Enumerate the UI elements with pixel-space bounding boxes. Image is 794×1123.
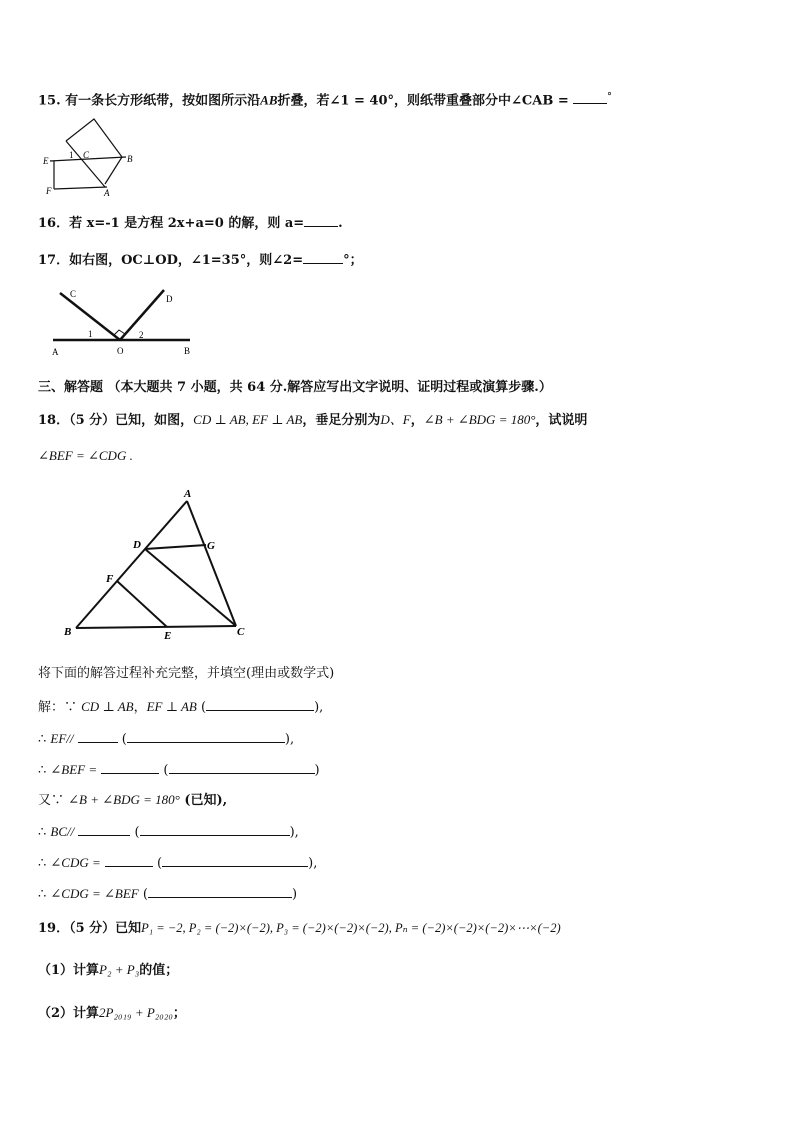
q18-text-f: ，试说明 (535, 413, 588, 428)
q19-sub2-a: （2）计算 (38, 1006, 100, 1021)
q15-label-c: C (83, 150, 90, 160)
q17-label-1: 1 (88, 329, 93, 339)
step2-math: EF// (50, 731, 74, 746)
q18-label-e: E (164, 630, 172, 642)
q18-label-b: B (64, 626, 72, 638)
step7-reason-blank[interactable] (148, 885, 292, 898)
q19-sub2 (38, 1005, 186, 1022)
step5-math: BC// (50, 824, 75, 839)
q15-figure (42, 116, 142, 198)
step2-pre: ∴ (38, 732, 51, 747)
step7-pre: ∴ (38, 887, 51, 902)
q17-text: 17．如右图，OC⊥OD，∠1=35°，则∠2= (38, 253, 304, 268)
step3-reason-blank[interactable] (169, 761, 315, 774)
step5-post: ), (289, 825, 299, 840)
step6-post: ), (308, 856, 318, 871)
step6-pre: ∴ (38, 856, 51, 871)
step4-math: ∠B + ∠BDG = 180° (68, 792, 180, 807)
step2-expr-blank[interactable] (78, 730, 118, 743)
step3-post: ) (314, 763, 320, 778)
q18-figure (60, 485, 260, 643)
section3-text: 三、解答题 （本大题共 7 小题，共 64 分.解答应写出文字说明、证明过程或演算步骤.） (38, 380, 552, 395)
step5-reason-blank[interactable] (140, 823, 290, 836)
q19-sub2-b: ； (172, 1006, 186, 1021)
q16-text: 16．若 x=-1 是方程 2x+a=0 的解，则 a= (38, 216, 305, 231)
q19-sub1-a: （1）计算 (38, 963, 100, 978)
q18-step-5: ∴ BC// ( ), (38, 824, 299, 840)
q17-label-b: B (184, 346, 191, 356)
q19-sub1 (38, 962, 178, 979)
q17-line (38, 251, 363, 269)
q17-end: °； (343, 253, 363, 268)
q18-label-g: G (207, 540, 215, 552)
step1-post: ), (314, 700, 324, 715)
q18-label-d: D (133, 539, 141, 551)
q17-label-o: O (117, 346, 124, 356)
step7-post: ) (291, 887, 298, 902)
q18-math-angle-sum: ∠B + ∠BDG = 180° (423, 412, 536, 427)
q17-label-a: A (52, 347, 59, 357)
q18-line1 (38, 412, 587, 429)
step6-expr-blank[interactable] (105, 854, 153, 867)
step5-expr-blank[interactable] (78, 823, 130, 836)
step3-math: ∠BEF = (50, 762, 98, 777)
q18-text-b: ，垂足分别为 (302, 413, 381, 428)
q15-label-e: E (43, 156, 49, 166)
step6-reason-blank[interactable] (162, 854, 308, 867)
step2-reason-blank[interactable] (127, 730, 285, 743)
q19-sub2-math: 2P₂₀₁₉ + P₂₀₂₀ (99, 1005, 173, 1020)
q15-number: 15. (38, 93, 61, 109)
q18-step-1: 解：∵ CD ⊥ AB，EF ⊥ AB ( ), (38, 699, 324, 715)
q18-instruction: 将下面的解答过程补充完整，并填空(理由或数学式) (38, 666, 335, 681)
q16-answer-blank[interactable] (304, 214, 338, 227)
step2-post: ), (284, 732, 295, 747)
q15-label-1: 1 (69, 150, 74, 160)
q17-answer-blank[interactable] (303, 251, 343, 264)
q19-sub1-b: 的值； (139, 963, 179, 978)
step7-math: ∠CDG = ∠BEF (50, 886, 139, 901)
q19-line (38, 920, 561, 937)
q18-math-perp: CD ⊥ AB, EF ⊥ AB (193, 412, 303, 427)
q18-step-6: ∴ ∠CDG = ( ), (38, 855, 318, 871)
step4-post: (已知), (179, 793, 228, 808)
q18-step-4 (38, 792, 227, 809)
q16-end: . (338, 216, 343, 231)
q17-label-c: C (70, 289, 77, 299)
q19-math: P₁ = −2, P₂ = (−2)×(−2), P₃ = (−2)×(−2)×(−2), Pₙ = (−2)×(−2)×(−2)×⋯×(−2) (141, 921, 561, 935)
q18-label-c: C (237, 626, 245, 638)
q15-text-a: 有一条长方形纸带，按如图所示沿 (65, 93, 261, 109)
q15-answer-blank[interactable] (573, 91, 607, 104)
q18-text-d: ， (410, 413, 424, 428)
section3-heading (38, 380, 552, 396)
q18-label-a: A (184, 488, 192, 500)
q16-line (38, 214, 343, 232)
q15-ab: AB (260, 92, 278, 108)
step1-math2: EF ⊥ AB (146, 699, 197, 714)
step1-mid: ， (133, 700, 147, 715)
q18-step-2: ∴ EF// ( ), (38, 731, 295, 747)
q18-math-df: D、F (380, 412, 411, 427)
q18-step-3: ∴ ∠BEF = ( ) (38, 762, 320, 778)
q15-label-f: F (46, 186, 52, 196)
q18-text-a: 18．（5 分）已知，如图， (38, 413, 194, 428)
q15-text-b: 折叠，若∠1 = 40°，则纸带重叠部分中∠CAB = (277, 93, 569, 109)
q19-sub1-math: P₂ + P₃ (99, 962, 140, 977)
q15-line (38, 89, 612, 109)
step3-pre: ∴ (38, 763, 51, 778)
q17-figure (48, 285, 198, 360)
step6-math: ∠CDG = (50, 855, 101, 870)
q15-label-a: A (104, 188, 110, 198)
q15-degree: ° (607, 92, 612, 102)
q18-line2: ∠BEF = ∠CDG . (38, 448, 133, 463)
step4-pre: 又∵ (38, 793, 69, 808)
q17-label-d: D (166, 294, 173, 304)
step1-pre: 解：∵ (38, 700, 82, 715)
q17-label-2: 2 (139, 330, 144, 340)
q19-text: 19．（5 分）已知 (38, 921, 142, 936)
step1-math: CD ⊥ AB (81, 699, 134, 714)
q15-label-b: B (127, 154, 133, 164)
q18-label-f: F (106, 573, 114, 585)
step3-expr-blank[interactable] (101, 761, 159, 774)
step1-reason-blank[interactable] (206, 698, 314, 711)
step5-pre: ∴ (38, 825, 51, 840)
q18-step-7: ∴ ∠CDG = ∠BEF ( ) (38, 886, 298, 902)
